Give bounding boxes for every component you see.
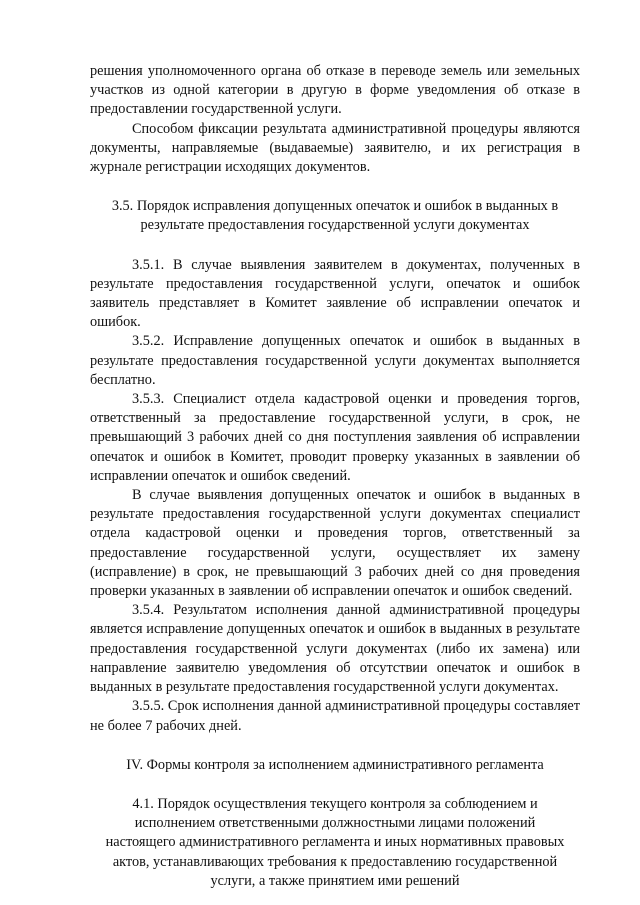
spacer <box>90 177 580 197</box>
spacer <box>90 736 580 756</box>
section-4-1-line1: 4.1. Порядок осуществления текущего контроля за соблюдением и <box>132 795 538 812</box>
paragraph-3-5-3-continued: В случае выявления допущенных опечаток и ошибок в выданных в результате предоставления государственной услуги документах специалист отдела кадастровой оценки и проведения торгов, ответственный за предоставление государственной услуги, осуществляет их замену (исправление) в срок, не превышающий 3 рабочих дней со дня проведения проверки указанных в заявлении об исправлении опечаток и ошибок сведений. <box>90 487 580 600</box>
document-page <box>90 62 580 891</box>
section-4-1-line2: исполнением ответственными должностными лицами положений <box>134 815 536 832</box>
paragraph-3-5-3: 3.5.3. Специалист отдела кадастровой оценки и проведения торгов, ответственный за предоставление государственной услуги, в срок, не превышающий 3 рабочих дней со дня поступления заявления об исправлении опечаток и ошибок в Комитет, проводит проверку указанных в заявлении об исправлении опечаток и ошибок сведений. <box>90 391 580 484</box>
section-4-1-heading <box>90 795 580 891</box>
paragraph-result-fixation: Способом фиксации результата административной процедуры являются документы, направляемые (выдаваемые) заявителю, и их регистрация в журнале регистрации исходящих документов. <box>90 120 580 176</box>
paragraph-3-5-2: 3.5.2. Исправление допущенных опечаток и ошибок в выданных в результате предоставления государственной услуги документах выполняется бесплатно. <box>90 333 580 388</box>
section-3-5-heading <box>90 197 580 235</box>
spacer <box>90 775 580 795</box>
spacer <box>90 236 580 256</box>
section-4-1-line5: услуги, а также принятием ими решений <box>210 872 460 889</box>
paragraph-3-5-4: 3.5.4. Результатом исполнения данной административной процедуры является исправление допущенных опечаток и ошибок в выданных в результате предоставления государственной услуги документах (либо их замена) или направление заявителю уведомления об отсутствии опечаток и ошибок в выданных в результате предоставления государственной услуги документах. <box>90 602 580 696</box>
section-3-5-heading-line2: результате предоставления государственной услуги документах <box>140 217 530 234</box>
section-4-1-line4: актов, устанавливающих требования к предоставлению государственной <box>112 853 558 870</box>
section-4-heading: IV. Формы контроля за исполнением административного регламента <box>126 756 544 773</box>
paragraph-3-5-5: 3.5.5. Срок исполнения данной административной процедуры составляет не более 7 рабочих дней. <box>90 698 580 734</box>
section-4-1-line3: настоящего административного регламента и иных нормативных правовых <box>105 834 565 851</box>
section-3-5-heading-line1: 3.5. Порядок исправления допущенных опечаток и ошибок в выданных в <box>111 198 559 215</box>
paragraph-3-5-1: 3.5.1. В случае выявления заявителем в документах, полученных в результате предоставления государственной услуги, опечаток и ошибок заявитель представляет в Комитет заявление об исправлении опечаток и ошибок. <box>90 256 580 331</box>
paragraph-refusal-notice: решения уполномоченного органа об отказе в переводе земель или земельных участков из одной категории в другую в форме уведомления об отказе в предоставлении государственной услуги. <box>90 63 580 118</box>
